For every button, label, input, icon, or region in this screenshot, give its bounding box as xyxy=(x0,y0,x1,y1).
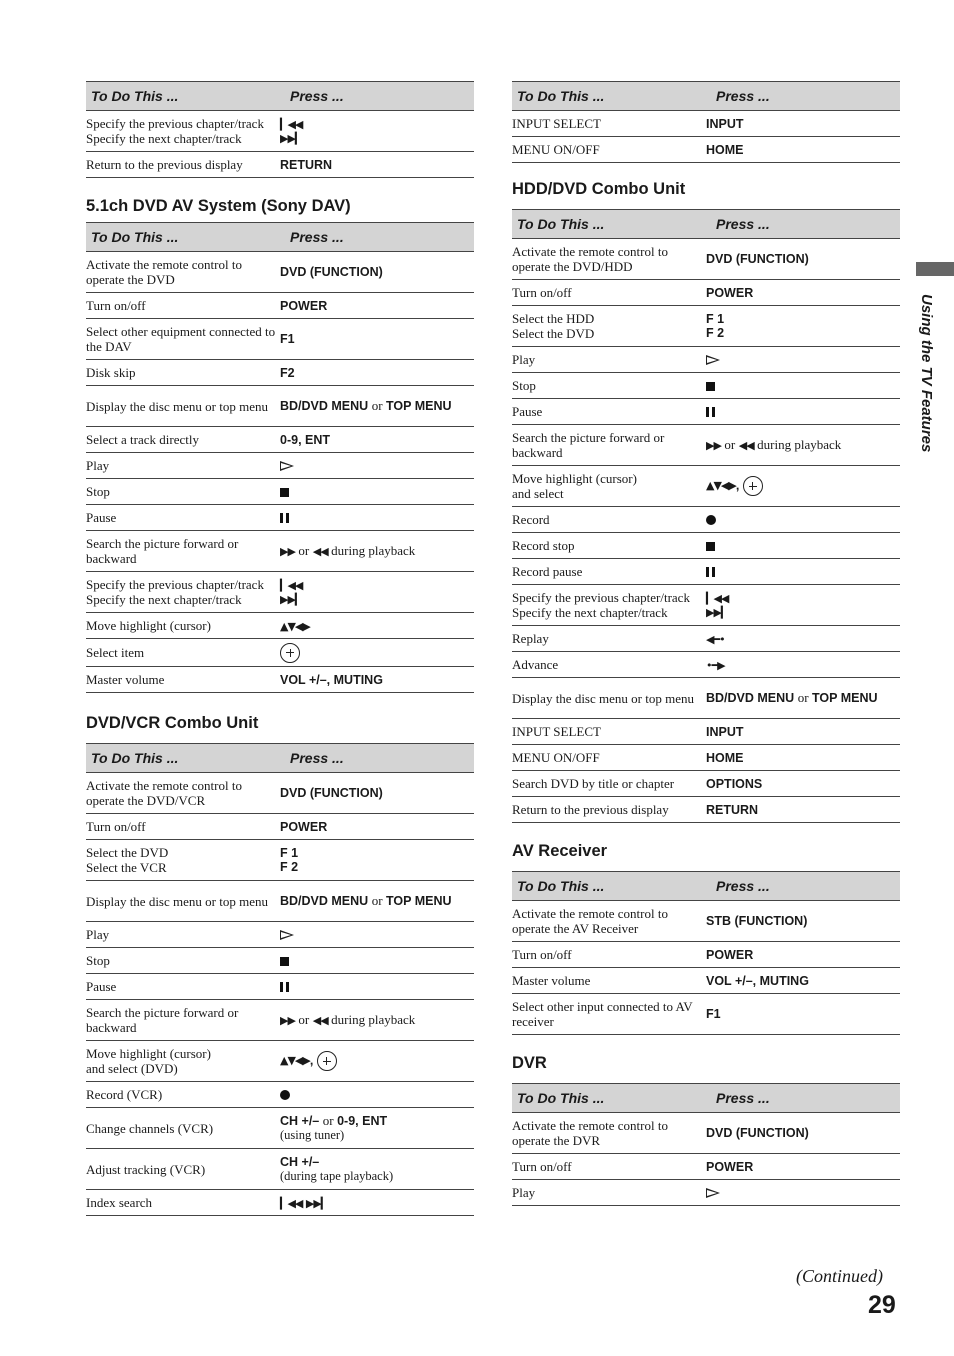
cell-text: or xyxy=(298,543,310,558)
next-icon: ▶▶▎ xyxy=(706,606,729,619)
play-icon xyxy=(280,461,294,471)
stop-icon xyxy=(706,542,715,551)
pause-icon xyxy=(280,982,289,992)
cell-text: Select the DVD xyxy=(86,845,169,860)
action-cell: Return to the previous display xyxy=(86,152,280,178)
action-cell: Turn on/off xyxy=(86,293,280,319)
previous-icon: ▎◀◀ xyxy=(280,118,303,131)
press-cell xyxy=(280,1000,474,1041)
press-cell xyxy=(706,399,900,425)
press-cell: POWER xyxy=(706,1154,900,1180)
table-row xyxy=(86,111,474,152)
press-cell xyxy=(706,678,900,719)
table-row xyxy=(512,1180,900,1206)
cell-text: and select (DVD) xyxy=(86,1061,178,1076)
cell-text: ENT xyxy=(362,1114,388,1128)
cell-text: Specify the next chapter/track xyxy=(86,592,242,607)
action-cell: INPUT SELECT xyxy=(512,111,706,137)
action-cell: Select item xyxy=(86,639,280,667)
col-header-press: Press ... xyxy=(280,744,474,773)
enter-button-icon xyxy=(743,476,763,496)
action-cell: MENU ON/OFF xyxy=(512,137,706,163)
action-cell: Replay xyxy=(512,626,706,652)
press-cell xyxy=(706,306,900,347)
page-number: 29 xyxy=(868,1291,896,1319)
table-row xyxy=(512,239,900,280)
table-row xyxy=(512,968,900,994)
action-cell: Play xyxy=(512,1180,706,1206)
table-dvd-vcr xyxy=(86,743,474,1216)
press-cell: CH +/– or 0-9, ENT (using tuner) xyxy=(280,1108,474,1149)
cell-text: during playback xyxy=(331,1012,416,1027)
table-row xyxy=(86,319,474,360)
col-header-action: To Do This ... xyxy=(512,210,706,239)
press-cell xyxy=(706,626,900,652)
col-header-press: Press ... xyxy=(706,82,900,111)
record-icon xyxy=(280,1090,290,1100)
press-cell xyxy=(280,639,474,667)
cell-text: (using tuner) xyxy=(280,1128,345,1142)
table-av-receiver xyxy=(512,871,900,1035)
table-row xyxy=(86,505,474,531)
cell-text: TOP MENU xyxy=(386,399,452,413)
table-row xyxy=(86,427,474,453)
action-cell: Select a track directly xyxy=(86,427,280,453)
col-header-action: To Do This ... xyxy=(86,223,280,252)
table-row xyxy=(86,386,474,427)
press-cell xyxy=(706,507,900,533)
press-cell: POWER xyxy=(706,942,900,968)
action-cell: Pause xyxy=(512,399,706,425)
action-cell: MENU ON/OFF xyxy=(512,745,706,771)
table-row xyxy=(512,626,900,652)
action-cell xyxy=(86,572,280,613)
action-cell: Display the disc menu or top menu xyxy=(86,386,280,427)
action-cell xyxy=(86,840,280,881)
table-row xyxy=(512,347,900,373)
action-cell: Activate the remote control to operate the DVD/HDD xyxy=(512,239,706,280)
table-row xyxy=(512,585,900,626)
action-cell: Return to the previous display xyxy=(512,797,706,823)
enter-button-icon xyxy=(317,1051,337,1071)
cell-text: Specify the next chapter/track xyxy=(86,131,242,146)
press-cell: INPUT xyxy=(706,111,900,137)
action-cell: Record (VCR) xyxy=(86,1082,280,1108)
action-cell: Stop xyxy=(86,948,280,974)
cell-text: Select the HDD xyxy=(512,311,595,326)
press-cell: DVD (FUNCTION) xyxy=(280,252,474,293)
table-row xyxy=(512,507,900,533)
section-side-label: Using the TV Features xyxy=(918,294,935,453)
action-cell: Stop xyxy=(86,479,280,505)
table-row xyxy=(86,613,474,639)
action-cell: Index search xyxy=(86,1190,280,1216)
table-row xyxy=(512,678,900,719)
cell-text: or xyxy=(322,1113,334,1128)
enter-button-icon xyxy=(280,643,300,663)
table-row xyxy=(512,942,900,968)
action-cell: Play xyxy=(86,922,280,948)
col-header-press: Press ... xyxy=(706,1084,900,1113)
table-row xyxy=(86,252,474,293)
table-row xyxy=(86,1041,474,1082)
action-cell xyxy=(512,466,706,507)
col-header-action: To Do This ... xyxy=(512,82,706,111)
table-dvr xyxy=(512,1083,900,1206)
action-cell: Search the picture forward or backward xyxy=(512,425,706,466)
table-row xyxy=(86,639,474,667)
action-cell: Master volume xyxy=(86,667,280,693)
replay-icon: ◀━• xyxy=(706,632,725,646)
action-cell: Record pause xyxy=(512,559,706,585)
fast-forward-icon: ▶▶ xyxy=(280,545,295,558)
press-cell xyxy=(280,1082,474,1108)
cell-text: during playback xyxy=(331,543,416,558)
press-cell: INPUT xyxy=(706,719,900,745)
action-cell: Select other input connected to AV receiver xyxy=(512,994,706,1035)
continued-label: (Continued) xyxy=(796,1266,883,1286)
col-header-press: Press ... xyxy=(706,210,900,239)
pause-icon xyxy=(706,407,715,417)
table-row xyxy=(86,881,474,922)
table-row xyxy=(86,773,474,814)
action-cell: Pause xyxy=(86,974,280,1000)
table-row xyxy=(512,771,900,797)
cell-text: CH +/– xyxy=(280,1114,320,1128)
action-cell: Stop xyxy=(512,373,706,399)
cell-text: CH +/– xyxy=(280,1155,320,1169)
table-row xyxy=(86,922,474,948)
press-cell xyxy=(280,881,474,922)
action-cell: Master volume xyxy=(512,968,706,994)
table-row xyxy=(512,280,900,306)
cell-text: and select xyxy=(512,486,564,501)
table-row xyxy=(512,1154,900,1180)
section-tab-marker xyxy=(916,262,954,276)
press-cell: OPTIONS xyxy=(706,771,900,797)
play-icon xyxy=(706,1188,720,1198)
cell-text: Specify the previous chapter/track xyxy=(512,590,690,605)
section-title-hdd-dvd: HDD/DVD Combo Unit xyxy=(512,180,686,198)
press-cell: F2 xyxy=(280,360,474,386)
action-cell: Turn on/off xyxy=(512,1154,706,1180)
press-cell: DVD (FUNCTION) xyxy=(280,773,474,814)
table-row xyxy=(86,667,474,693)
left-column xyxy=(86,81,474,1216)
next-icon: ▶▶▎ xyxy=(280,132,303,145)
action-cell: Advance xyxy=(512,652,706,678)
press-cell: VOL +/–, MUTING xyxy=(280,667,474,693)
press-cell xyxy=(706,425,900,466)
cell-text: or xyxy=(724,437,736,452)
cell-text: Specify the previous chapter/track xyxy=(86,577,264,592)
action-cell: Turn on/off xyxy=(512,942,706,968)
cell-text: TOP MENU xyxy=(386,894,452,908)
table-row xyxy=(86,814,474,840)
table-row xyxy=(86,1149,474,1190)
press-cell: F1 xyxy=(706,994,900,1035)
table-row xyxy=(512,797,900,823)
play-icon xyxy=(280,930,294,940)
press-cell xyxy=(706,533,900,559)
action-cell xyxy=(86,111,280,152)
table-row xyxy=(86,1108,474,1149)
cell-text: Specify the previous chapter/track xyxy=(86,116,264,131)
cell-text: (during tape playback) xyxy=(280,1169,394,1183)
table-row xyxy=(86,1190,474,1216)
press-cell: RETURN xyxy=(280,152,474,178)
table-hdd-dvd xyxy=(512,209,900,823)
col-header-press: Press ... xyxy=(280,223,474,252)
cell-text: F 2 xyxy=(280,860,299,874)
table-row xyxy=(86,293,474,319)
cell-text: or xyxy=(298,1012,310,1027)
rewind-icon: ◀◀ xyxy=(738,439,754,452)
action-cell: INPUT SELECT xyxy=(512,719,706,745)
play-icon xyxy=(706,355,720,365)
table-row xyxy=(86,572,474,613)
press-cell: POWER xyxy=(280,293,474,319)
action-cell: Activate the remote control to operate the AV Receiver xyxy=(512,901,706,942)
action-cell: Activate the remote control to operate the DVR xyxy=(512,1113,706,1154)
col-header-action: To Do This ... xyxy=(86,82,280,111)
press-cell: 0-9, ENT xyxy=(280,427,474,453)
table-row xyxy=(512,373,900,399)
press-cell xyxy=(706,585,900,626)
table-row xyxy=(512,719,900,745)
table-row xyxy=(86,152,474,178)
advance-icon: •━▶ xyxy=(706,658,725,672)
table-row xyxy=(512,137,900,163)
table-dav xyxy=(86,222,474,693)
cell-text: MUTING xyxy=(333,672,383,687)
press-cell: HOME xyxy=(706,745,900,771)
arrow-keys-icon: ▲▼◀▶ xyxy=(280,619,310,633)
press-cell: DVD (FUNCTION) xyxy=(706,239,900,280)
section-title-dvd-vcr: DVD/VCR Combo Unit xyxy=(86,714,259,732)
press-cell xyxy=(280,1190,474,1216)
press-cell xyxy=(280,572,474,613)
press-cell xyxy=(280,613,474,639)
action-cell: Search DVD by title or chapter xyxy=(512,771,706,797)
press-cell xyxy=(280,922,474,948)
table-row xyxy=(512,745,900,771)
press-cell xyxy=(706,373,900,399)
table-row xyxy=(512,901,900,942)
cell-text: F 2 xyxy=(706,326,725,340)
stop-icon xyxy=(280,957,289,966)
table-row xyxy=(512,306,900,347)
previous-icon: ▎◀◀ xyxy=(706,592,729,605)
table-input-menu xyxy=(512,81,900,163)
table-row xyxy=(512,994,900,1035)
press-cell xyxy=(280,974,474,1000)
section-title-av-receiver: AV Receiver xyxy=(512,842,608,860)
action-cell: Turn on/off xyxy=(86,814,280,840)
press-cell: RETURN xyxy=(706,797,900,823)
action-cell: Activate the remote control to operate the DVD xyxy=(86,252,280,293)
action-cell: Record xyxy=(512,507,706,533)
table-row xyxy=(86,479,474,505)
press-cell xyxy=(280,505,474,531)
table-row xyxy=(86,840,474,881)
fast-forward-icon: ▶▶ xyxy=(706,439,721,452)
table-chapter-return xyxy=(86,81,474,178)
pause-icon xyxy=(706,567,715,577)
cell-text: ENT xyxy=(305,432,331,447)
stop-icon xyxy=(280,488,289,497)
action-cell xyxy=(512,585,706,626)
action-cell xyxy=(512,306,706,347)
cell-text: Specify the next chapter/track xyxy=(512,605,668,620)
action-cell: Turn on/off xyxy=(512,280,706,306)
cell-text: BD/DVD MENU xyxy=(280,894,369,908)
rewind-icon: ◀◀ xyxy=(312,545,328,558)
cell-text: or xyxy=(371,893,383,908)
next-icon: ▶▶▎ xyxy=(280,593,303,606)
action-cell xyxy=(86,1041,280,1082)
cell-text: Move highlight (cursor) xyxy=(512,471,637,486)
press-cell: STB (FUNCTION) xyxy=(706,901,900,942)
cell-text: F 1 xyxy=(706,312,725,326)
table-row xyxy=(512,425,900,466)
action-cell: Search the picture forward or backward xyxy=(86,1000,280,1041)
press-cell xyxy=(280,840,474,881)
table-row xyxy=(512,399,900,425)
press-cell: VOL +/–, MUTING xyxy=(706,968,900,994)
table-row xyxy=(512,1113,900,1154)
press-cell xyxy=(706,1180,900,1206)
table-row xyxy=(86,1000,474,1041)
previous-icon: ▎◀◀ xyxy=(280,1196,303,1210)
action-cell: Select other equipment connected to the DAV xyxy=(86,319,280,360)
table-row xyxy=(86,948,474,974)
arrow-keys-icon: ▲▼◀▶ xyxy=(280,1054,310,1068)
pause-icon xyxy=(280,513,289,523)
record-icon xyxy=(706,515,716,525)
cell-text: or xyxy=(371,398,383,413)
cell-text: MUTING xyxy=(759,973,809,988)
press-cell: HOME xyxy=(706,137,900,163)
press-cell xyxy=(280,531,474,572)
cell-text: BD/DVD MENU xyxy=(280,399,369,413)
col-header-action: To Do This ... xyxy=(86,744,280,773)
action-cell: Play xyxy=(512,347,706,373)
col-header-press: Press ... xyxy=(280,82,474,111)
col-header-action: To Do This ... xyxy=(512,1084,706,1113)
press-cell xyxy=(280,948,474,974)
press-cell: F1 xyxy=(280,319,474,360)
action-cell: Adjust tracking (VCR) xyxy=(86,1149,280,1190)
rewind-icon: ◀◀ xyxy=(312,1014,328,1027)
cell-text: during playback xyxy=(757,437,842,452)
press-cell: POWER xyxy=(706,280,900,306)
press-cell xyxy=(280,386,474,427)
press-cell: POWER xyxy=(280,814,474,840)
press-cell xyxy=(280,479,474,505)
action-cell: Change channels (VCR) xyxy=(86,1108,280,1149)
cell-text: Move highlight (cursor) xyxy=(86,1046,211,1061)
table-row xyxy=(86,1082,474,1108)
next-icon: ▶▶▎ xyxy=(305,1196,329,1210)
action-cell: Search the picture forward or backward xyxy=(86,531,280,572)
cell-text: VOL +/– xyxy=(706,973,753,988)
press-cell xyxy=(280,453,474,479)
section-title-dvr: DVR xyxy=(512,1054,547,1072)
press-cell xyxy=(280,111,474,152)
press-cell xyxy=(706,559,900,585)
action-cell: Display the disc menu or top menu xyxy=(512,678,706,719)
table-row xyxy=(512,466,900,507)
table-row xyxy=(512,533,900,559)
section-title-dav: 5.1ch DVD AV System (Sony DAV) xyxy=(86,197,351,215)
cell-text: or xyxy=(797,690,809,705)
table-row xyxy=(512,111,900,137)
press-cell xyxy=(706,347,900,373)
fast-forward-icon: ▶▶ xyxy=(280,1014,295,1027)
action-cell: Pause xyxy=(86,505,280,531)
table-row xyxy=(86,974,474,1000)
cell-text: BD/DVD MENU xyxy=(706,691,795,705)
action-cell: Record stop xyxy=(512,533,706,559)
press-cell: DVD (FUNCTION) xyxy=(706,1113,900,1154)
press-cell: ▲▼◀▶, xyxy=(280,1041,474,1082)
press-cell xyxy=(280,1149,474,1190)
right-column xyxy=(512,81,900,1206)
cell-text: 0-9 xyxy=(337,1114,356,1128)
action-cell: Play xyxy=(86,453,280,479)
cell-text: VOL +/– xyxy=(280,672,327,687)
cell-text: Select the VCR xyxy=(86,860,167,875)
cell-text: 0-9 xyxy=(280,432,299,447)
cell-text: Select the DVD xyxy=(512,326,595,341)
action-cell: Activate the remote control to operate the DVD/VCR xyxy=(86,773,280,814)
arrow-keys-icon: ▲▼◀▶ xyxy=(706,479,736,493)
action-cell: Disk skip xyxy=(86,360,280,386)
action-cell: Move highlight (cursor) xyxy=(86,613,280,639)
action-cell: Display the disc menu or top menu xyxy=(86,881,280,922)
stop-icon xyxy=(706,382,715,391)
table-row xyxy=(86,453,474,479)
col-header-press: Press ... xyxy=(706,872,900,901)
previous-icon: ▎◀◀ xyxy=(280,579,303,592)
table-row xyxy=(86,360,474,386)
cell-text: F 1 xyxy=(280,846,299,860)
cell-text: TOP MENU xyxy=(812,691,878,705)
table-row xyxy=(86,531,474,572)
table-row xyxy=(512,559,900,585)
col-header-action: To Do This ... xyxy=(512,872,706,901)
press-cell: ▲▼◀▶, xyxy=(706,466,900,507)
press-cell xyxy=(706,652,900,678)
table-row xyxy=(512,652,900,678)
